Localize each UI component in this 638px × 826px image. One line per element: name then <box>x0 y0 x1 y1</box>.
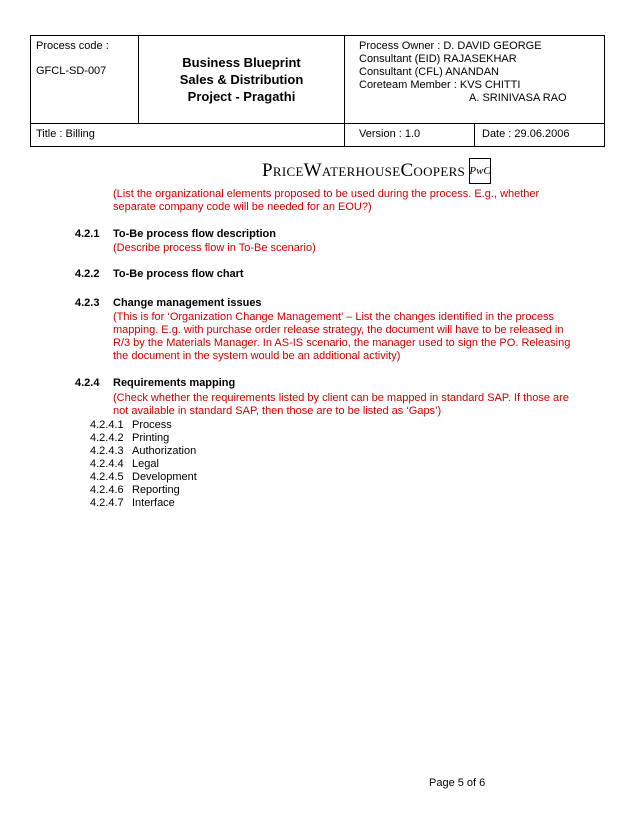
owner-line-5: A. SRINIVASA RAO <box>469 92 567 104</box>
doc-title-line-2: Sales & Distribution <box>179 71 304 87</box>
list-item-number: 4.2.4.4 <box>90 458 124 470</box>
section-number-4-2-4: 4.2.4 <box>75 377 100 389</box>
section-title-4-2-1: To-Be process flow description <box>113 228 276 240</box>
section-number-4-2-3: 4.2.3 <box>75 297 100 309</box>
list-item <box>90 445 196 458</box>
list-item <box>90 432 169 445</box>
list-item-label: Authorization <box>132 445 197 457</box>
list-item-number: 4.2.4.1 <box>90 419 124 431</box>
section-title-4-2-3: Change management issues <box>113 297 262 309</box>
page-number: Page 5 of 6 <box>429 777 486 789</box>
process-code-cell <box>31 36 139 124</box>
list-item-number: 4.2.4.2 <box>90 432 124 444</box>
logo-emblem-icon: PwC <box>469 158 491 184</box>
list-item <box>90 484 180 497</box>
list-item-label: Printing <box>132 432 170 444</box>
list-item-label: Process <box>132 419 172 431</box>
list-item <box>90 419 172 432</box>
owner-line-1: Process Owner : D. DAVID GEORGE <box>359 40 542 52</box>
doc-date: Date : 29.06.2006 <box>482 127 570 140</box>
section-number-4-2-2: 4.2.2 <box>75 268 100 280</box>
owner-line-4: Coreteam Member : KVS CHITTI <box>359 79 521 91</box>
section-note-4-2-3-line-3: R/3 by the Materials Manager. In AS-IS scenario, the manager used to sign the PO. Releasing <box>113 337 571 349</box>
list-item <box>90 458 159 471</box>
list-item-label: Interface <box>132 497 175 509</box>
owner-line-2: Consultant (EID) RAJASEKHAR <box>359 53 517 65</box>
title-cell <box>31 123 345 146</box>
intro-line-2: separate company code will be needed for an EOU?) <box>113 201 372 213</box>
doc-title-line-3: Project - Pragathi <box>187 88 296 104</box>
section-title-4-2-2: To-Be process flow chart <box>113 268 244 280</box>
process-code-label: Process code : <box>36 40 109 52</box>
company-logo <box>262 157 491 185</box>
doc-title-billing: Title : Billing <box>36 127 95 140</box>
intro-line-1: (List the organizational elements proposed to be used during the process. E.g., whether <box>113 188 540 200</box>
section-number-4-2-1: 4.2.1 <box>75 228 100 240</box>
header-table <box>30 35 605 147</box>
date-cell <box>475 123 605 146</box>
section-note-4-2-4 <box>113 392 569 418</box>
section-note-4-2-4-line-2: not available in standard SAP, then those are to be listed as ‘Gaps’) <box>113 405 442 417</box>
list-item-label: Development <box>132 471 197 483</box>
version-cell <box>345 123 475 146</box>
doc-version: Version : 1.0 <box>359 127 421 140</box>
owner-line-3: Consultant (CFL) ANANDAN <box>359 66 499 78</box>
section-note-4-2-3-line-1: (This is for ‘Organization Change Management’ – List the changes identified in the process <box>113 311 555 323</box>
list-item <box>90 471 197 484</box>
process-code-value: GFCL-SD-007 <box>36 65 107 77</box>
section-note-4-2-3 <box>113 311 570 363</box>
section-note-4-2-4-line-1: (Check whether the requirements listed by client can be mapped in standard SAP. If those are <box>113 392 569 404</box>
document-title-cell <box>139 36 345 124</box>
intro-note <box>113 188 539 214</box>
list-item-number: 4.2.4.5 <box>90 471 124 483</box>
list-item-label: Legal <box>132 458 159 470</box>
section-note-4-2-3-line-2: mapping. E.g. with purchase order release strategy, the document will have to be released in <box>113 324 564 336</box>
section-note-4-2-1: (Describe process flow in To-Be scenario) <box>113 242 316 254</box>
list-item-number: 4.2.4.6 <box>90 484 124 496</box>
section-title-4-2-4: Requirements mapping <box>113 377 236 389</box>
doc-title-line-1: Business Blueprint <box>182 54 301 70</box>
list-item-number: 4.2.4.3 <box>90 445 124 457</box>
process-owner-cell <box>345 36 605 124</box>
section-note-4-2-3-line-4: the document in the system would be an additional activity) <box>113 350 401 362</box>
logo-wordmark: PriceWaterhouseCoopers <box>262 160 466 181</box>
list-item-number: 4.2.4.7 <box>90 497 124 509</box>
list-item-label: Reporting <box>132 484 180 496</box>
list-item <box>90 497 175 510</box>
